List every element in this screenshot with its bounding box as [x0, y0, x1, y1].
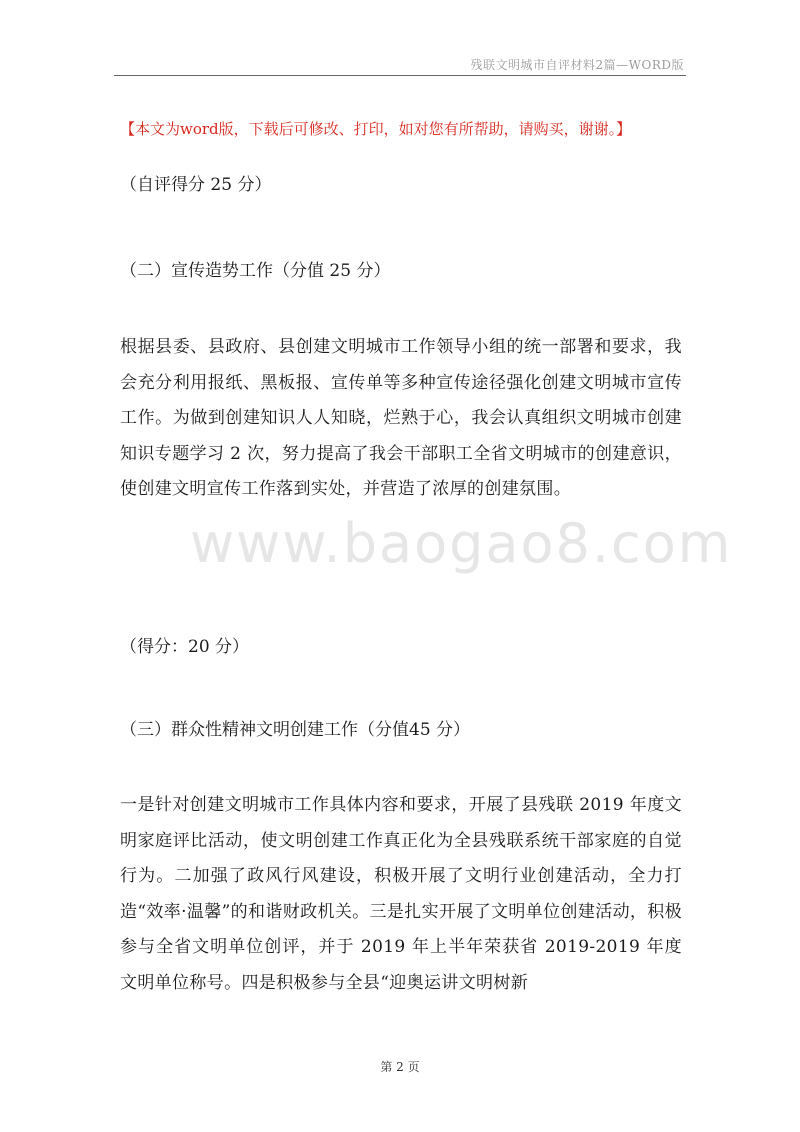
- score-line-2: （得分：20 分）: [120, 637, 250, 657]
- section-2-heading: （二）宣传造势工作（分值 25 分）: [120, 261, 391, 281]
- self-score-line: （自评得分 25 分）: [120, 175, 272, 195]
- page-number: 第 2 页: [380, 1060, 420, 1074]
- download-notice: 【本文为word版，下载后可修改、打印，如对您有所帮助，请购买，谢谢。】: [120, 120, 632, 138]
- section-3-body: 一是针对创建文明城市工作具体内容和要求，开展了县残联 2019 年度文明家庭评比活动，使文明创建工作真正化为全县残联系统干部家庭的自觉行为。二加强了政风行风建设，积极开展了文明行业创建活动，全力打造“效率·温馨”的和谐财政机关。三是扎实开展了文明单位创建活动，积极参与全省文明单位创评，并于 2019 年上半年荣获省 2019-2019 年度文明单位称号。四是积极参与全县“迎奥运讲文明树新: [120, 795, 682, 993]
- section-3-heading: （三）群众性精神文明创建工作（分值45 分）: [120, 720, 471, 740]
- watermark: www.baogao8.com: [190, 512, 733, 575]
- page-header: [114, 52, 686, 76]
- header-title: 残联文明城市自评材料2篇—WORD版: [470, 58, 684, 72]
- section-2-body: 根据县委、县政府、县创建文明城市工作领导小组的统一部署和要求，我会充分利用报纸、黑板报、宣传单等多种宣传途径强化创建文明城市宣传工作。为做到创建知识人人知晓，烂熟于心，我会认真组织文明城市创建知识专题学习 2 次，努力提高了我会干部职工全省文明城市的创建意识，使创建文明宣传工作落到实处，并营造了浓厚的创建氛围。: [120, 337, 682, 499]
